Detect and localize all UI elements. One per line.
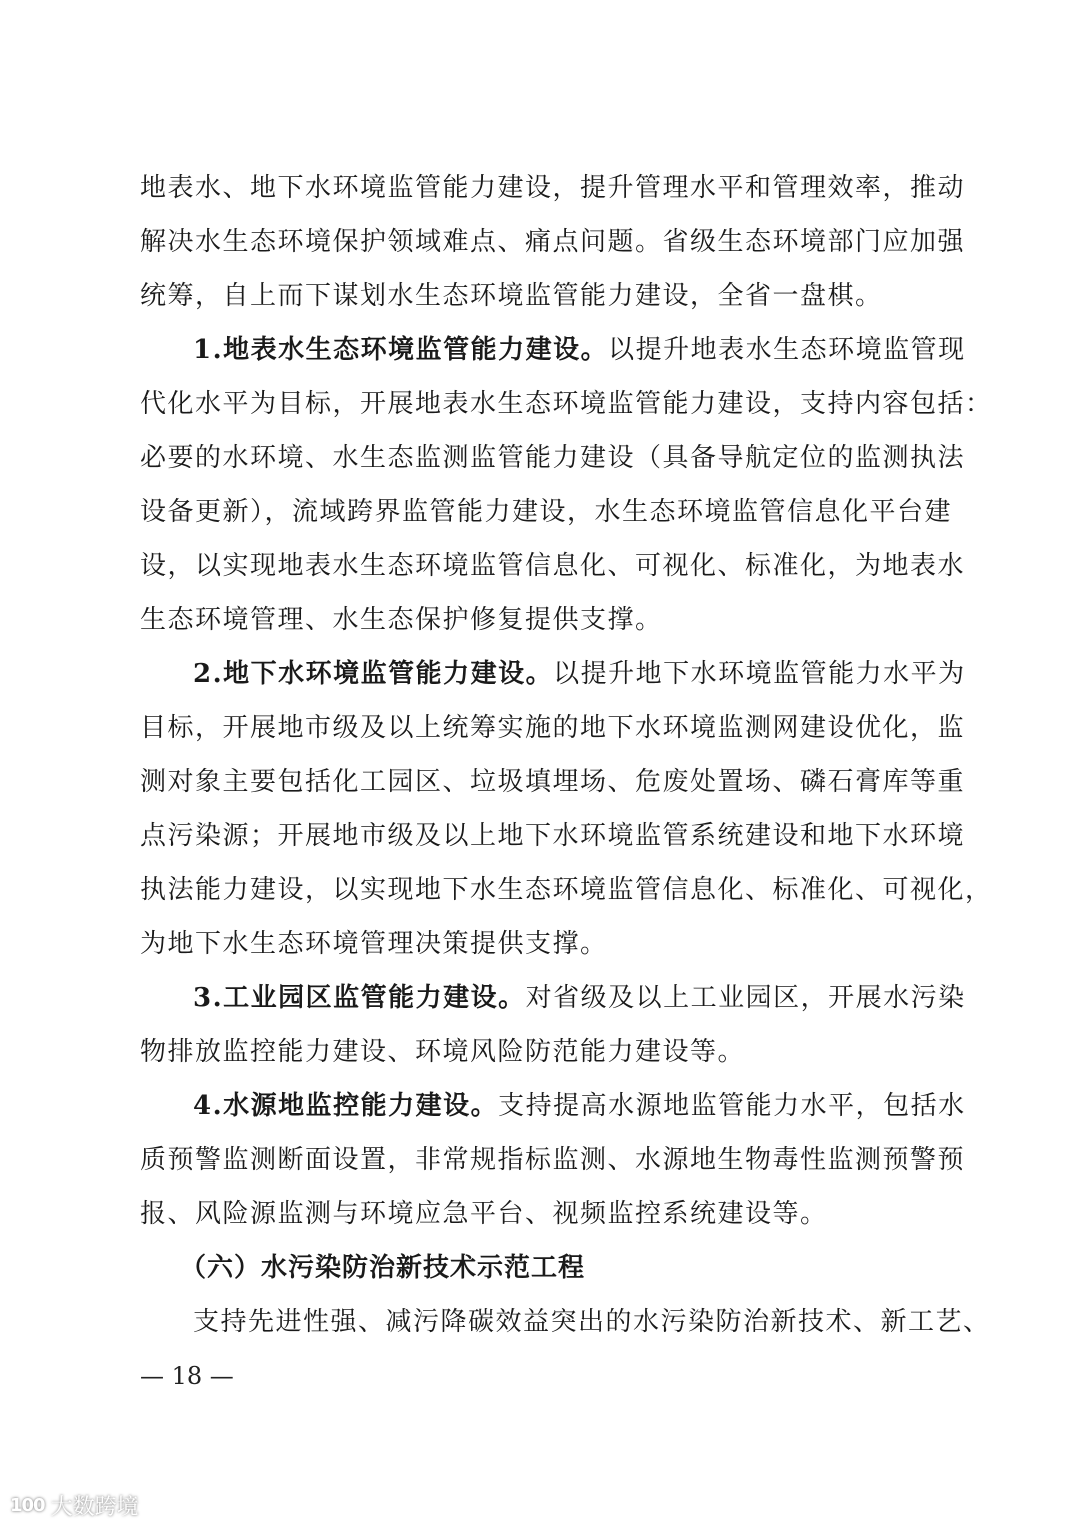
paragraph-line: 设备更新），流域跨界监管能力建设，水生态环境监管信息化平台建	[140, 497, 953, 527]
paragraph-line: 必要的水环境、水生态监测监管能力建设（具备导航定位的监测执法	[140, 443, 966, 473]
paragraph-line: 报、风险源监测与环境应急平台、视频监控系统建设等。	[140, 1199, 828, 1229]
paragraph-line: 解决水生态环境保护领域难点、痛点问题。省级生态环境部门应加强	[140, 227, 966, 257]
paragraph-line: 为地下水生态环境管理决策提供支撑。	[140, 929, 608, 959]
paragraph-line: 点污染源；开展地市级及以上地下水环境监管系统建设和地下水环境	[140, 821, 966, 851]
item-3-first-line	[193, 982, 966, 1014]
paragraph-line: 测对象主要包括化工园区、垃圾填埋场、危废处置场、磷石膏库等重	[140, 767, 966, 797]
paragraph-line: 执法能力建设，以实现地下水生态环境监管信息化、标准化、可视化，	[140, 875, 993, 905]
item-3-text: 对省级及以上工业园区，开展水污染	[525, 983, 966, 1013]
watermark	[10, 1490, 139, 1521]
item-1-title: 1.地表水生态环境监管能力建设。	[193, 335, 609, 365]
watermark-logo-icon: 100	[10, 1495, 45, 1516]
item-1-first-line	[193, 334, 966, 366]
paragraph-line: 生态环境管理、水生态保护修复提供支撑。	[140, 605, 663, 635]
item-4-text: 支持提高水源地监管能力水平，包括水	[498, 1091, 966, 1121]
item-4-first-line	[193, 1090, 966, 1122]
paragraph-line: 统筹，自上而下谋划水生态环境监管能力建设，全省一盘棋。	[140, 281, 883, 311]
paragraph-line: 设，以实现地表水生态环境监管信息化、可视化、标准化，为地表水	[140, 551, 966, 581]
section-heading: （六）水污染防治新技术示范工程	[180, 1253, 586, 1283]
paragraph-line: 支持先进性强、减污降碳效益突出的水污染防治新技术、新工艺、	[193, 1307, 991, 1337]
watermark-text: 大数跨境	[50, 1495, 139, 1520]
item-1-text: 以提升地表水生态环境监管现	[608, 335, 966, 365]
item-2-text: 以提升地下水环境监管能力水平为	[553, 659, 966, 689]
paragraph-line: 物排放监控能力建设、环境风险防范能力建设等。	[140, 1037, 746, 1067]
item-4-title: 4.水源地监控能力建设。	[193, 1091, 499, 1121]
page-number: — 18 —	[140, 1362, 234, 1390]
item-2-title: 2.地下水环境监管能力建设。	[193, 659, 554, 689]
item-2-first-line	[193, 658, 966, 690]
paragraph-line: 目标，开展地市级及以上统筹实施的地下水环境监测网建设优化，监	[140, 713, 966, 743]
paragraph-line: 地表水、地下水环境监管能力建设，提升管理水平和管理效率，推动	[140, 173, 966, 203]
item-3-title: 3.工业园区监管能力建设。	[193, 983, 526, 1013]
paragraph-line: 代化水平为目标，开展地表水生态环境监管能力建设，支持内容包括：	[140, 389, 993, 419]
paragraph-line: 质预警监测断面设置，非常规指标监测、水源地生物毒性监测预警预	[140, 1145, 966, 1175]
